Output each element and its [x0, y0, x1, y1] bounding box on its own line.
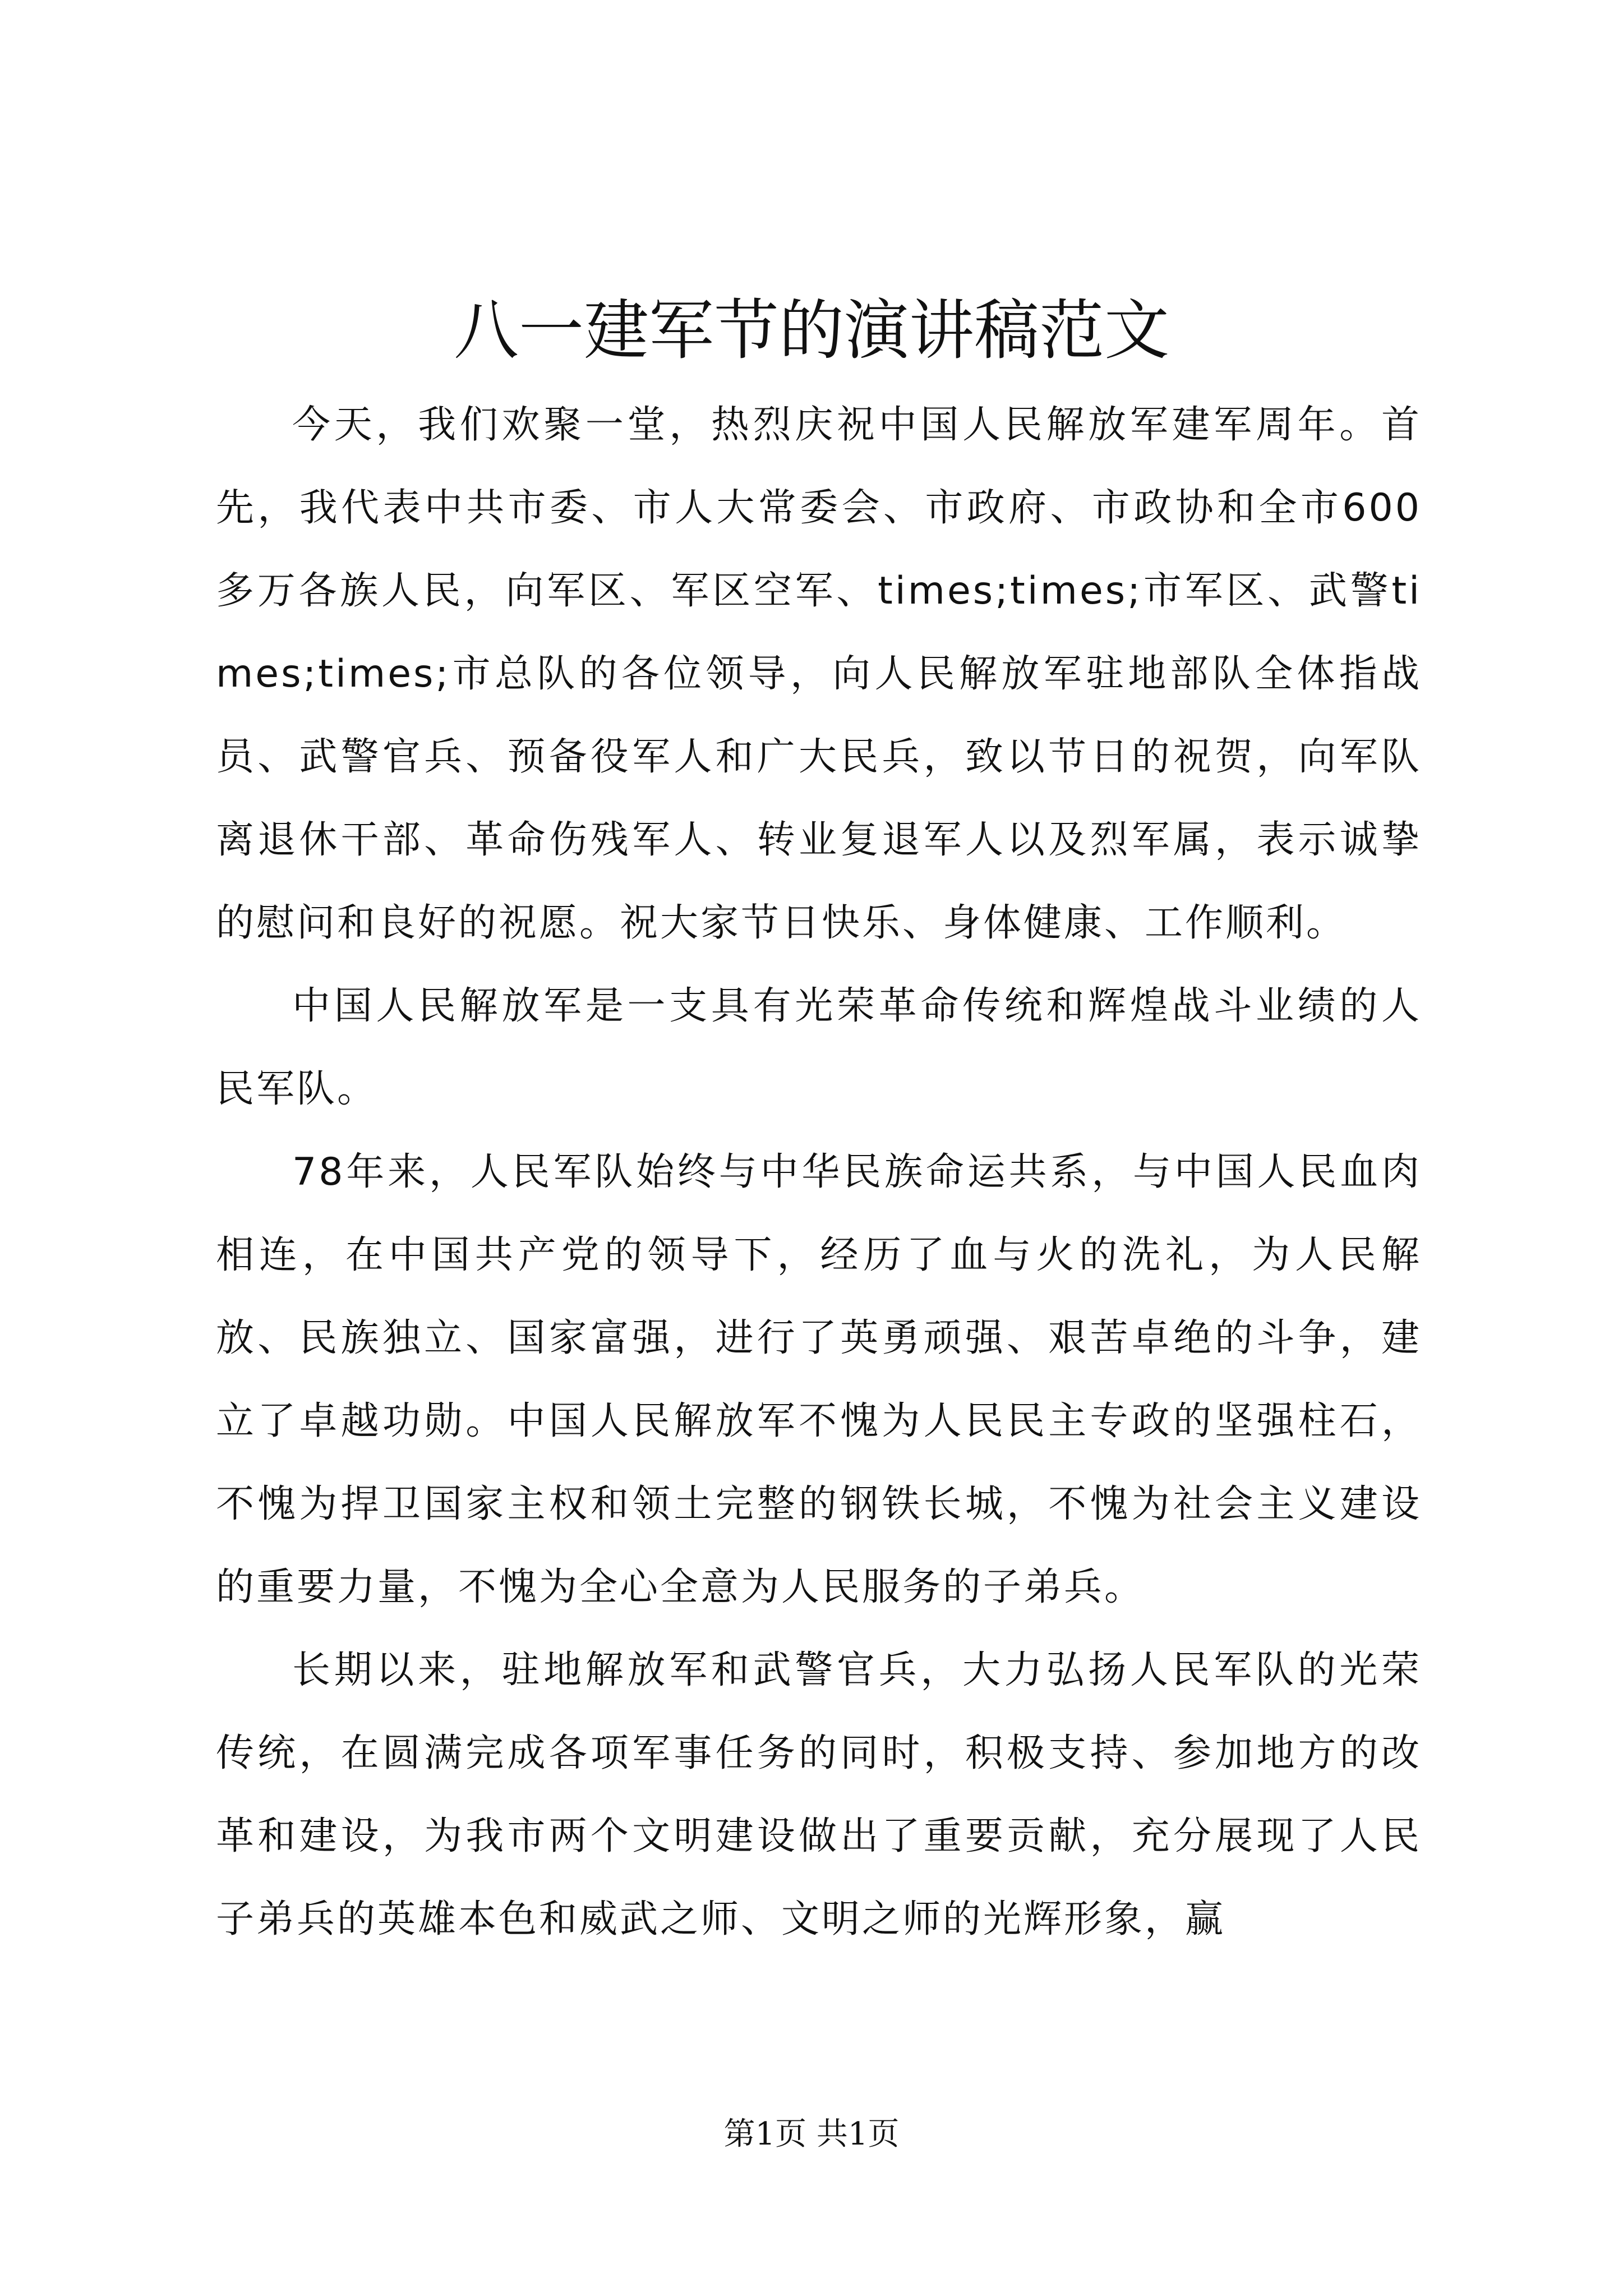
paragraph: 78年来，人民军队始终与中华民族命运共系，与中国人民血肉相连，在中国共产党的领导下，经历了血与火的洗礼，为人民解放、民族独立、国家富强，进行了英勇顽强、艰苦卓绝的斗争，建立了卓越功勋。中国人民解放军不愧为人民民主专政的坚强柱石，不愧为捍卫国家主权和领土完整的钢铁长城，不愧为社会主义建设的重要力量，不愧为全心全意为人民服务的子弟兵。 [216, 1150, 1422, 1609]
paragraph: 长期以来，驻地解放军和武警官兵，大力弘扬人民军队的光荣传统，在圆满完成各项军事任务的同时，积极支持、参加地方的改革和建设，为我市两个文明建设做出了重要贡献，充分展现了人民子弟兵的英雄本色和威武之师、文明之师的光辉形象，赢 [216, 1648, 1422, 1941]
paragraph: 今天，我们欢聚一堂，热烈庆祝中国人民解放军建军周年。首先，我代表中共市委、市人大常委会、市政府、市政协和全市600多万各族人民，向军区、军区空军、times;times;市军区、武警times;times;市总队的各位领导，向人民解放军驻地部队全体指战员、武警官兵、预备役军人和广大民兵，致以节日的祝贺，向军队离退休干部、革命伤残军人、转业复退军人以及烈军属，表示诚挚的慰问和良好的祝愿。祝大家节日快乐、身体健康、工作顺利。 [216, 403, 1422, 945]
document-body [216, 384, 1422, 1961]
document-title: 八一建军节的演讲稿范文 [454, 293, 1169, 369]
paragraph: 中国人民解放军是一支具有光荣革命传统和辉煌战斗业绩的人民军队。 [216, 984, 1422, 1111]
page-footer: 第1页 共1页 [723, 2116, 900, 2152]
